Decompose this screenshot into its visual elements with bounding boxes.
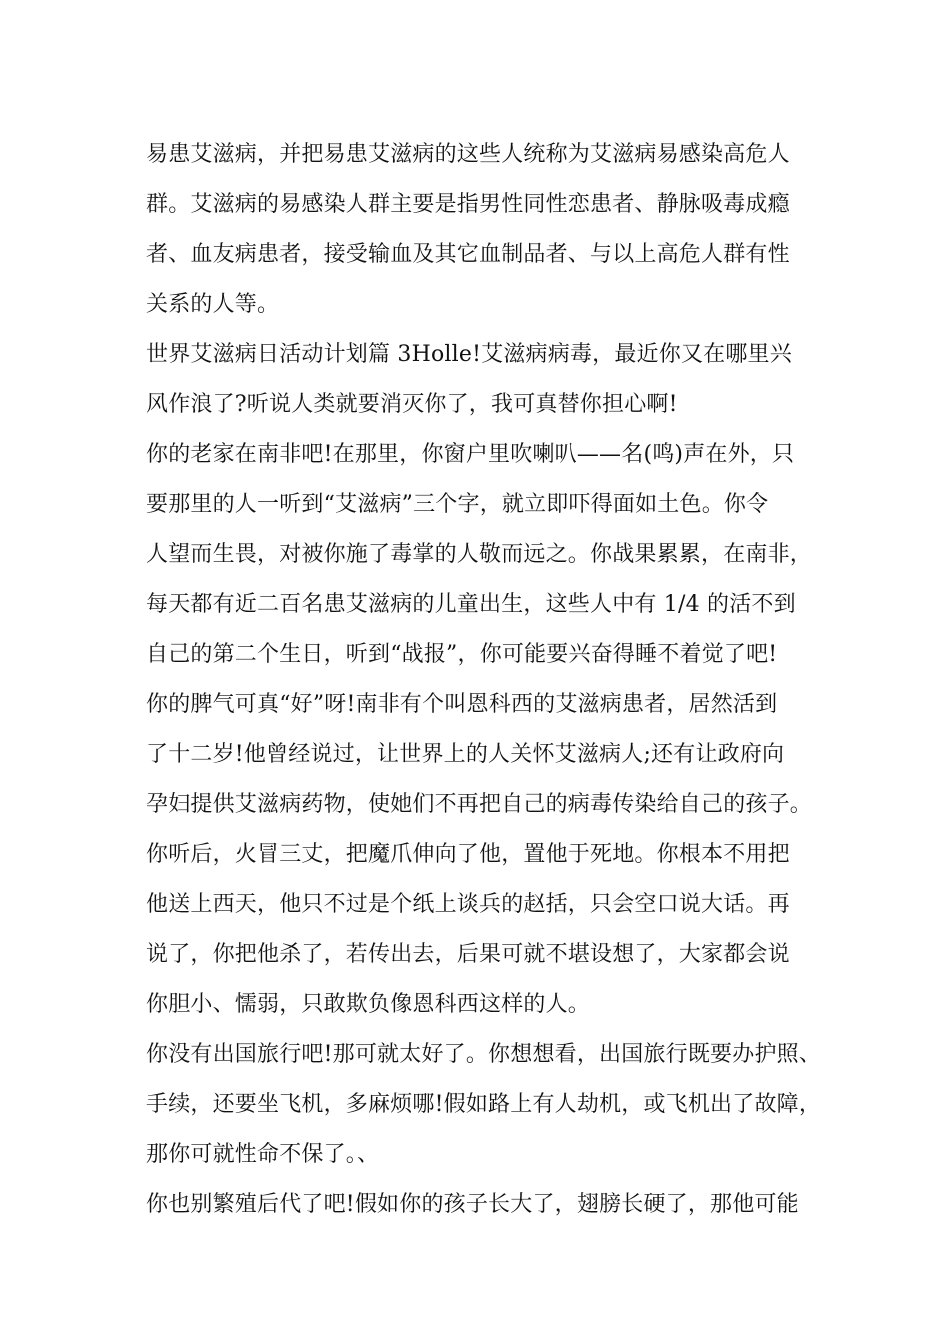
text-line: 你也别繁殖后代了吧!假如你的孩子长大了，翅膀长硬了，那他可能 [146,1192,799,1217]
text-line: 孕妇提供艾滋病药物，使她们不再把自己的病毒传染给自己的孩子。 [146,792,813,817]
text-line: 你的脾气可真“好”呀!南非有个叫恩科西的艾滋病患者，居然活到 [146,692,778,717]
text-line: 你听后，火冒三丈，把魔爪伸向了他，置他于死地。你根本不用把 [146,842,790,867]
text-line: 你胆小、懦弱，只敢欺负像恩科西这样的人。 [146,992,591,1017]
text-line: 风作浪了?听说人类就要消灭你了，我可真替你担心啊! [146,392,678,417]
text-line: 他送上西天，他只不过是个纸上谈兵的赵括，只会空口说大话。再 [146,892,790,917]
paragraph-4 [146,680,816,1030]
text-line: 了十二岁!他曾经说过，让世界上的人关怀艾滋病人;还有让政府向 [146,742,785,767]
text-line: 自己的第二个生日，听到“战报”，你可能要兴奋得睡不着觉了吧! [146,642,778,667]
text-line: 你没有出国旅行吧!那可就太好了。你想想看，出国旅行既要办护照、 [146,1042,822,1067]
text-line: 关系的人等。 [146,292,280,317]
text-line: 要那里的人一听到“艾滋病”三个字，就立即吓得面如土色。你令 [146,492,769,517]
text-line: 世界艾滋病日活动计划篇 3Holle!艾滋病病毒，最近你又在哪里兴 [146,342,792,367]
paragraph-2 [146,330,816,430]
text-line: 易患艾滋病，并把易患艾滋病的这些人统称为艾滋病易感染高危人 [146,142,790,167]
text-line: 你的老家在南非吧!在那里，你窗户里吹喇叭——名(鸣)声在外，只 [146,442,795,467]
paragraph-6 [146,1180,816,1230]
paragraph-1 [146,130,816,330]
document-body [146,130,822,1230]
text-line: 人望而生畏，对被你施了毒掌的人敬而远之。你战果累累，在南非， [146,542,813,567]
text-line: 者、血友病患者，接受输血及其它血制品者、与以上高危人群有性 [146,242,790,267]
paragraph-5 [146,1030,822,1180]
text-line: 说了，你把他杀了，若传出去，后果可就不堪设想了，大家都会说 [146,942,790,967]
paragraph-3 [146,430,816,680]
text-line: 群。艾滋病的易感染人群主要是指男性同性恋患者、静脉吸毒成瘾 [146,192,790,217]
text-line: 那你可就性命不保了。、 [146,1142,380,1167]
text-line: 手续，还要坐飞机，多麻烦哪!假如路上有人劫机，或飞机出了故障， [146,1092,822,1117]
text-line: 每天都有近二百名患艾滋病的儿童出生，这些人中有 1/4 的活不到 [146,592,796,617]
